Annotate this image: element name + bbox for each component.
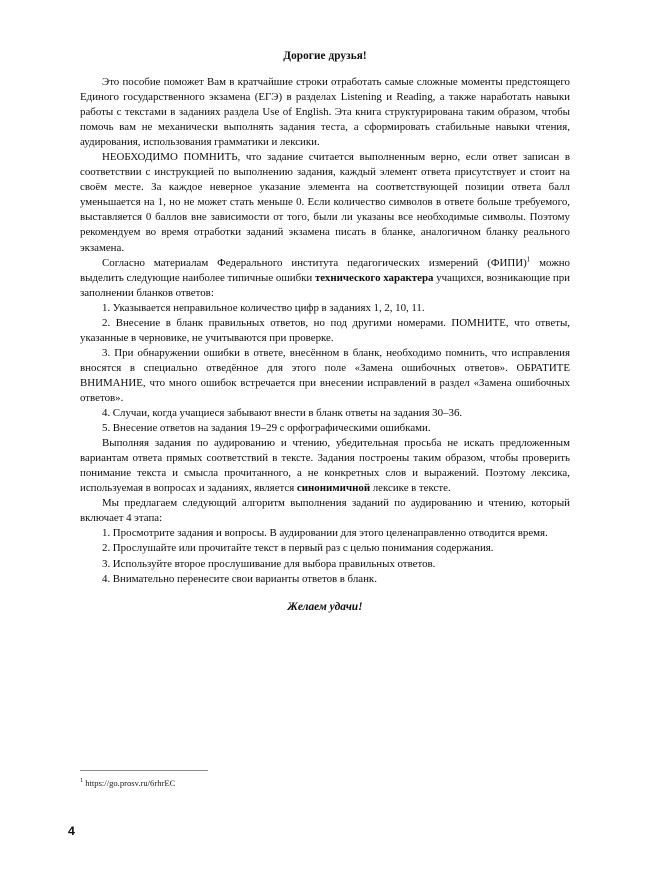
- error-list-item-3: 3. При обнаружении ошибки в ответе, внесённом в бланк, необходимо помнить, что исправления вносятся в специально отведённое для этого поле «Замена ошибочных ответов». ОБРАТИТЕ ВНИМАНИЕ, что много ошибок встречается при внесении исправлений в раздел «Замена ошибочных ответов».: [80, 346, 570, 404]
- fipi-emphasis-technical: технического характера: [314, 271, 434, 284]
- paragraph-synonyms: [80, 436, 570, 496]
- algorithm-step-3: 3. Используйте второе прослушивание для выбора правильных ответов.: [102, 557, 436, 570]
- algorithm-step-2: 2. Прослушайте или прочитайте текст в первый раз с целью понимания содержания.: [102, 542, 494, 555]
- page-number: 4: [68, 824, 75, 838]
- paragraph-remember: НЕОБХОДИМО ПОМНИТЬ, что задание считается выполненным верно, если ответ записан в соответствии с инструкцией по выполнению задания, каждый элемент ответа присутствует и стоит на своём месте. За каждое неверное указание элемента на соответствующей позиции ответа балл уменьшается на 1, но не может стать меньше 0. Если количество символов в ответе больше требуемого, выставляется 0 баллов вне зависимости от того, были ли указаны все необходимые символы. Поэтому рекомендуем во время отработки заданий экзамена писать в бланке, аналогичном бланку реального экзамена.: [80, 151, 570, 254]
- error-list-item-2: 2. Внесение в бланк правильных ответов, но под другими номерами. ПОМНИТЕ, что ответы, указанные в черновике, не учитываются при проверке.: [80, 316, 570, 344]
- footnote: [80, 778, 570, 789]
- paragraph-intro: Это пособие поможет Вам в кратчайшие строки отработать самые сложные моменты предстоящего Единого государственного экзамена (ЕГЭ) в разделах Listening и Reading, а также наработать навыки работы с текстами в заданиях раздела Use of English. Эта книга структурирована таким образом, чтобы помочь вам не механически выполнять задания теста, а сформировать стабильные навыки чтения, аудирования, использования грамматики и лексики.: [80, 76, 570, 149]
- page-title: Дорогие друзья!: [283, 50, 367, 62]
- fipi-text-mid: можно выделить следующие наиболее типичные ошибки: [80, 256, 570, 284]
- fipi-text-lead: Согласно материалам Федерального института педагогических измерений (ФИПИ): [102, 256, 527, 269]
- synonyms-text-tail: лексике в тексте.: [370, 482, 451, 495]
- footnote-url[interactable]: https://go.prosv.ru/6rhrEC: [85, 778, 176, 788]
- algorithm-step-1: 1. Просмотрите задания и вопросы. В аудировании для этого целенаправленно отводится время.: [102, 527, 548, 540]
- paragraph-algorithm-intro: Мы предлагаем следующий алгоритм выполнения заданий по аудированию и чтению, который включает 4 этапа:: [80, 497, 570, 525]
- footnote-area: [80, 770, 570, 789]
- error-list-item-4: 4. Случаи, когда учащиеся забывают внести в бланк ответы на задания 30–36.: [102, 407, 463, 420]
- fipi-text-tail: учащихся, возникающие при заполнении бланков ответов:: [80, 271, 570, 299]
- footnote-separator: [80, 770, 208, 771]
- closing-wish: Желаем удачи!: [287, 600, 363, 613]
- synonyms-text-lead: Выполняя задания по аудированию и чтению, убедительная просьба не искать предложенным вариантам ответа прямых соответствий в тексте. Задания построены таким образом, чтобы проверить понимание текста и смысла прочитанного, а не конкретных слов и выражений. Поэтому лексика, используемая в вопросах и заданиях, является: [80, 437, 570, 495]
- footnote-reference[interactable]: 1: [526, 254, 531, 263]
- page-content: [80, 50, 570, 614]
- error-list-item-1: 1. Указывается неправильное количество цифр в заданиях 1, 2, 10, 11.: [102, 301, 425, 314]
- algorithm-step-4: 4. Внимательно перенесите свои варианты ответов в бланк.: [102, 572, 377, 585]
- paragraph-fipi: [80, 256, 570, 301]
- synonyms-emphasis: синонимичной: [296, 482, 371, 495]
- error-list-item-5: 5. Внесение ответов на задания 19–29 с орфографическими ошибками.: [102, 422, 431, 435]
- footnote-marker: 1: [80, 777, 84, 785]
